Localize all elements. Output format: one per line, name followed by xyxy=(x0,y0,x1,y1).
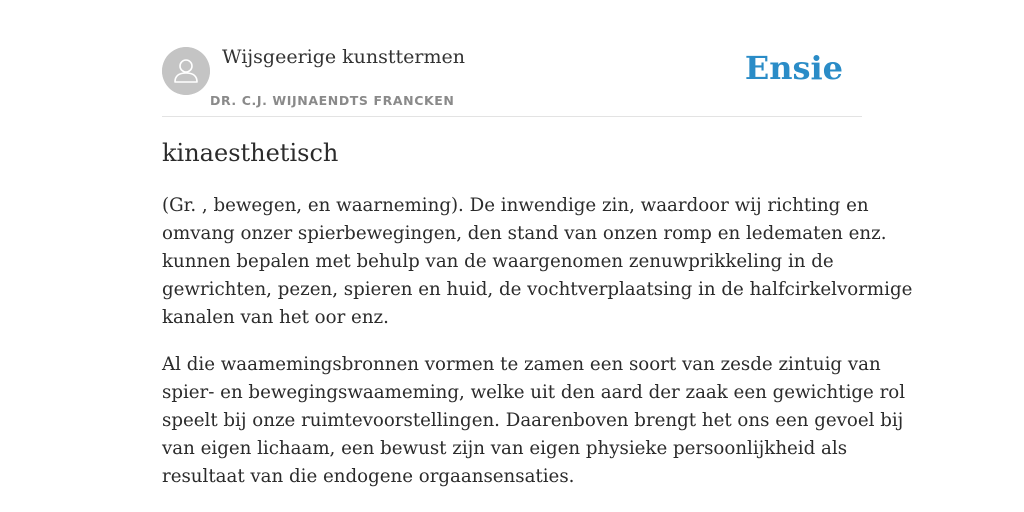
paragraph-line: kanalen van het oor enz. xyxy=(162,307,389,328)
paragraph-line: (Gr. , bewegen, en waarneming). De inwendige zin, waardoor wij richting en xyxy=(162,195,869,216)
author-avatar[interactable] xyxy=(162,47,210,95)
entry-card xyxy=(162,0,913,487)
paragraph-line: omvang onzer spierbewegingen, den stand van onzen romp en ledematen enz. xyxy=(162,223,887,244)
author-name[interactable]: DR. C.J. WIJNAENDTS FRANCKEN xyxy=(210,93,455,108)
paragraph-line: Al die waamemingsbronnen vormen te zamen een soort van zesde zintuig van xyxy=(162,354,881,375)
paragraph-line: van eigen lichaam, een bewust zijn van eigen physieke persoonlijkheid als xyxy=(162,438,848,459)
paragraph-line: spier- en bewegingswaameming, welke uit den aard der zaak een gewichtige rol xyxy=(162,382,906,403)
entry-term: kinaesthetisch xyxy=(162,139,339,167)
paragraph-line: resultaat van die endogene orgaansensaties. xyxy=(162,466,575,487)
brand-logo[interactable]: Ensie xyxy=(744,49,843,87)
paragraph-line: gewrichten, pezen, spieren en huid, de vochtverplaatsing in de halfcirkelvormige xyxy=(162,279,913,300)
user-avatar-icon xyxy=(162,47,210,95)
book-title-link[interactable]: Wijsgeerige kunsttermen xyxy=(222,46,466,68)
paragraph-line: speelt bij onze ruimtevoorstellingen. Daarenboven brengt het ons een gevoel bij xyxy=(162,410,904,431)
entry-paragraph xyxy=(162,351,906,491)
entry-paragraph xyxy=(162,192,913,332)
entry-header xyxy=(162,0,862,117)
paragraph-line: kunnen bepalen met behulp van de waargenomen zenuwprikkeling in de xyxy=(162,251,834,272)
